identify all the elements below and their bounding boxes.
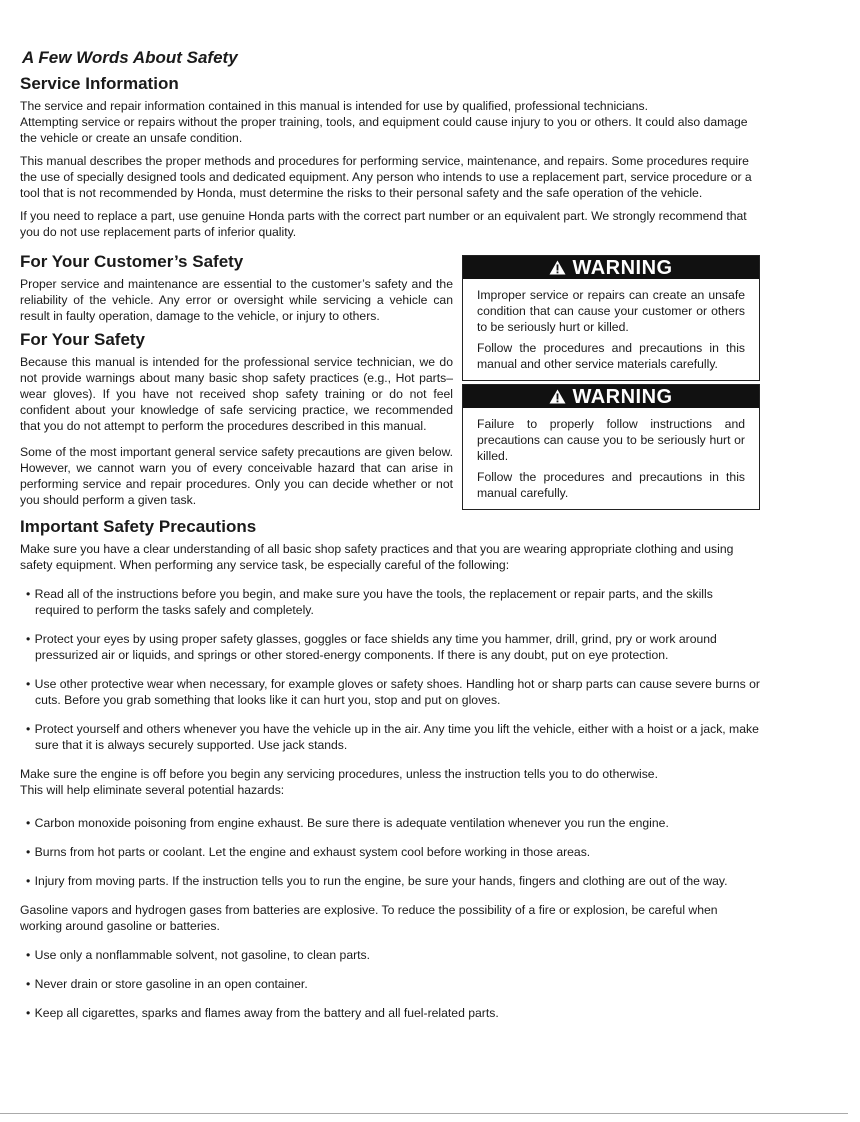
list-item: • Never drain or store gasoline in an open container.	[26, 977, 308, 991]
warning-2-text1: Failure to properly follow instructions and precautions can cause you to be seriously hurt or killed.	[477, 417, 745, 463]
warning-2-text2: Follow the procedures and precautions in this manual carefully.	[477, 470, 745, 500]
list-item: • Keep all cigarettes, sparks and flames away from the battery and all fuel-related parts.	[26, 1006, 499, 1020]
your-safety-p2: Some of the most important general service safety precautions are given below. However, we cannot warn you of every conceivable hazard that can arise in performing service and repair procedures. Only you can decide whether or not you should perform a given task.	[20, 445, 453, 507]
safety-two-column	[20, 247, 760, 517]
gasoline-note: Gasoline vapors and hydrogen gases from batteries are explosive. To reduce the possibility of a fire or explosion, be careful when working around gasoline or batteries.	[20, 903, 718, 933]
list-item: • Protect your eyes by using proper safety glasses, goggles or face shields any time you hammer, drill, grind, pry or work around pressurized air or liquids, and springs or other stored-energy components. If there is any doubt, put on eye protection.	[26, 632, 717, 662]
service-info-p3: If you need to replace a part, use genuine Honda parts with the correct part number or an equivalent part. We strongly recommend that you do not use replacement parts of inferior quality.	[20, 209, 747, 239]
warning-box-2	[462, 384, 760, 510]
engine-note-a: Make sure the engine is off before you begin any servicing procedures, unless the instruction tells you to do otherwise.	[20, 767, 658, 781]
list-item: • Burns from hot parts or coolant. Let the engine and exhaust system cool before working in those areas.	[26, 845, 591, 859]
manual-page	[20, 48, 760, 1034]
engine-note-b: This will help eliminate several potential hazards:	[20, 783, 285, 797]
precautions-heading: Important Safety Precautions	[20, 517, 257, 536]
warning-triangle-icon	[549, 257, 572, 279]
list-item: • Protect yourself and others whenever you have the vehicle up in the air. Any time you lift the vehicle, either with a hoist or a jack, make sure that it is always securely supported. Use jack stands.	[26, 722, 759, 752]
precautions-intro: Make sure you have a clear understanding of all basic shop safety practices and that you are wearing appropriate clothing and using safety equipment. When performing any service task, be especially careful of the following:	[20, 542, 734, 572]
list-item: • Carbon monoxide poisoning from engine exhaust. Be sure there is adequate ventilation whenever you run the engine.	[26, 816, 669, 830]
list-item: • Injury from moving parts. If the instruction tells you to run the engine, be sure your hands, fingers and clothing are out of the way.	[26, 874, 728, 888]
your-safety-p1: Because this manual is intended for the professional service technician, we do not provide warnings about many basic shop safety practices (e.g., Hot parts–wear gloves). If you have not received shop safety training or do not feel confident about your knowledge of safe servicing practice, we recommended that you do not attempt to perform the procedures described in this manual.	[20, 355, 453, 433]
warning-box-1	[462, 255, 760, 381]
warning-label: WARNING	[572, 257, 673, 279]
warning-header	[463, 256, 759, 279]
list-item: • Use only a nonflammable solvent, not gasoline, to clean parts.	[26, 948, 371, 962]
your-safety-heading: For Your Safety	[20, 330, 146, 349]
list-item: • Read all of the instructions before you begin, and make sure you have the tools, the replacement or repair parts, and the skills required to perform the tasks safely and completely.	[26, 587, 713, 617]
customer-safety-p1: Proper service and maintenance are essential to the customer’s safety and the reliability of the vehicle. Any error or oversight while servicing a vehicle can result in faulty operation, damage to the vehicle, or injury to others.	[20, 277, 453, 323]
warning-triangle-icon	[549, 386, 572, 408]
service-info-p2: This manual describes the proper methods and procedures for performing service, maintenance, and repairs. Some procedures require the use of specially designed tools and dedicated equipment. Any person who intends to use a replacement part, service procedure or a tool that is not recommended by Honda, must determine the risks to their personal safety and the safe operation of the vehicle.	[20, 154, 752, 200]
warning-header	[463, 385, 759, 408]
left-column	[20, 247, 453, 508]
service-info-p1a: The service and repair information contained in this manual is intended for use by qualified, professional technicians.	[20, 99, 649, 113]
list-item: • Use other protective wear when necessary, for example gloves or safety shoes. Handling hot or sharp parts can cause severe burns or cuts. Before you grab something that looks like it can hurt you, stop and put on gloves.	[26, 677, 760, 707]
page-title: A Few Words About Safety	[22, 48, 238, 67]
service-info-heading: Service Information	[20, 74, 179, 93]
bottom-rule	[0, 1113, 848, 1114]
warning-1-text2: Follow the procedures and precautions in this manual and other service materials carefully.	[477, 341, 745, 371]
warning-label: WARNING	[572, 386, 673, 408]
customer-safety-heading: For Your Customer’s Safety	[20, 252, 244, 271]
service-info-p1b: Attempting service or repairs without the proper training, tools, and equipment could cause injury to you or others. It could also damage the vehicle or create an unsafe condition.	[20, 115, 748, 145]
warning-1-text1: Improper service or repairs can create an unsafe condition that can cause your customer or others to be seriously hurt or killed.	[477, 288, 745, 334]
